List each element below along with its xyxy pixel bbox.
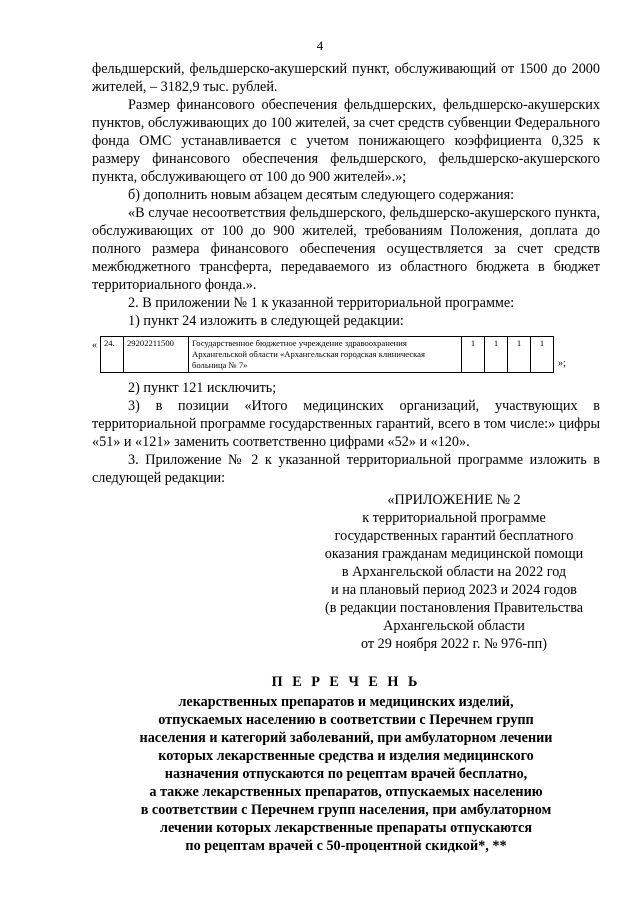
subtitle-line: которых лекарственные средства и изделия медицинского bbox=[158, 748, 534, 764]
table-row bbox=[101, 337, 554, 373]
table-cell-organization: Государственное бюджетное учреждение здравоохранения Архангельской области «Архангельская городская клиническая больница № 7» bbox=[189, 337, 462, 373]
document-title: П Е Р Е Ч Е Н Ь bbox=[271, 674, 421, 690]
annex-line: к территориальной программе bbox=[362, 510, 546, 526]
table-cell-code: 29202211500 bbox=[124, 337, 189, 373]
annex-line: в Архангельской области на 2022 год bbox=[341, 564, 567, 580]
paragraph-section-2: 2. В приложении № 1 к указанной территориальной программе: bbox=[128, 295, 515, 311]
page-number: 4 bbox=[316, 38, 324, 53]
annex-line: от 29 ноября 2022 г. № 976-пп) bbox=[361, 636, 547, 652]
table-cell-flag: 1 bbox=[531, 337, 554, 373]
annex-line: оказания гражданам медицинской помощи bbox=[324, 546, 584, 562]
organization-table bbox=[100, 336, 554, 373]
subtitle-line: населения и категорий заболеваний, при амбулаторном лечении bbox=[139, 730, 553, 746]
annex-line: (в редакции постановления Правительства bbox=[324, 600, 584, 616]
table-cell-number: 24. bbox=[101, 337, 124, 373]
paragraph-continuation: фельдшерский, фельдшерско-акушерский пункт, обслуживающий от 1500 до 2000 жителей, – 3182,9 тыс. рублей. bbox=[92, 61, 600, 95]
paragraph-point-3: 3) в позиции «Итого медицинских организаций, участвующих в территориальной программе государственных гарантий, всего в том числе:» цифры «51» и «121» заменить соответственно цифрами «52» и «120». bbox=[92, 398, 600, 450]
document-subtitle bbox=[92, 693, 600, 855]
annex-line: Архангельской области bbox=[383, 618, 525, 634]
paragraph-item-b: б) дополнить новым абзацем десятым следующего содержания: bbox=[128, 187, 515, 203]
subtitle-line: лекарственных препаратов и медицинских изделий, bbox=[178, 694, 514, 710]
subtitle-line: по рецептам врачей с 50-процентной скидкой*, ** bbox=[185, 838, 507, 854]
subtitle-line: в соответствии с Перечнем групп населения, при амбулаторном bbox=[140, 802, 552, 818]
subtitle-line: назначения отпускаются по рецептам врачей бесплатно, bbox=[164, 766, 528, 782]
paragraph-quoted-insert: «В случае несоответствия фельдшерского, фельдшерско-акушерского пункта, обслуживающих от 100 до 900 жителей, требованиям Положения, доплата до полного размера финансового обеспечения осуществляется за счет средств межбюджетного трансферта, передаваемого из областного бюджета в бюджет территориального фонда.». bbox=[92, 205, 600, 293]
table-cell-flag: 1 bbox=[508, 337, 531, 373]
table-cell-flag: 1 bbox=[462, 337, 485, 373]
paragraph-point-1: 1) пункт 24 изложить в следующей редакции: bbox=[128, 313, 404, 329]
subtitle-line: отпускаемых населению в соответствии с Перечнем групп bbox=[158, 712, 534, 728]
paragraph-section-3: 3. Приложение № 2 к указанной территориальной программе изложить в следующей редакции: bbox=[92, 452, 600, 486]
table-block bbox=[92, 336, 600, 373]
table-cell-flag: 1 bbox=[485, 337, 508, 373]
annex-line: «ПРИЛОЖЕНИЕ № 2 bbox=[387, 492, 521, 508]
subtitle-line: а также лекарственных препаратов, отпускаемых населению bbox=[149, 784, 543, 800]
annex-line: и на плановый период 2023 и 2024 годов bbox=[331, 582, 577, 598]
table-open-quote: « bbox=[92, 340, 97, 351]
paragraph-coefficient: Размер финансового обеспечения фельдшерских, фельдшерско-акушерских пунктов, обслуживающих до 100 жителей, за счет средств субвенции Федерального фонда ОМС устанавливается с учетом понижающего коэффициента 0,325 к размеру финансового обеспечения фельдшерского, фельдшерско-акушерского пункта, обслуживающего от 100 до 900 жителей».»; bbox=[92, 97, 600, 185]
paragraph-point-2: 2) пункт 121 исключить; bbox=[128, 380, 277, 396]
document-body bbox=[92, 60, 600, 855]
subtitle-line: лечении которых лекарственные препараты отпускаются bbox=[159, 820, 532, 836]
annex-line: государственных гарантий бесплатного bbox=[334, 528, 574, 544]
annex-header bbox=[308, 491, 600, 653]
table-close-quote: »; bbox=[558, 358, 566, 369]
